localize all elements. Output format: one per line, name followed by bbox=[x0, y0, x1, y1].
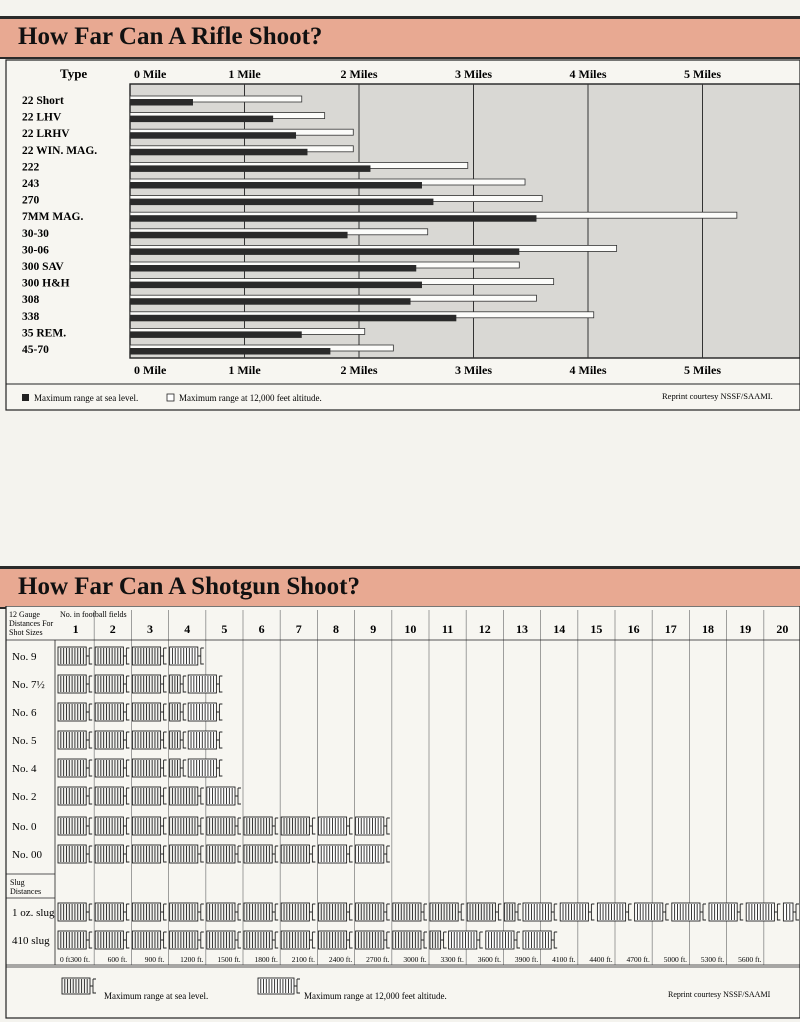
shotgun-feet-tick-label: 2400 ft. bbox=[328, 955, 353, 964]
shotgun-category-label: No. 4 bbox=[12, 763, 37, 775]
shotgun-field-tick-label: 5 bbox=[221, 622, 228, 636]
rifle-bar-sea-level bbox=[130, 298, 411, 305]
shotgun-feet-tick-label: 3900 ft. bbox=[514, 955, 539, 964]
rifle-category-label: 338 bbox=[22, 310, 40, 323]
shotgun-football-label: No. in football fields bbox=[60, 610, 127, 619]
rifle-bottom-tick-label: 3 Miles bbox=[455, 363, 492, 377]
shotgun-feet-tick-label: 5300 ft. bbox=[700, 955, 725, 964]
rifle-category-label: 308 bbox=[22, 294, 40, 307]
rifle-bottom-tick-label: 4 Miles bbox=[569, 363, 607, 377]
rifle-category-label: 30-06 bbox=[22, 244, 49, 257]
shotgun-bar-altitude-extension bbox=[523, 903, 799, 921]
rifle-bar-sea-level bbox=[130, 132, 296, 139]
shotgun-feet-tick-label: 600 ft. bbox=[107, 955, 128, 964]
rifle-type-header: Type bbox=[60, 66, 88, 81]
shotgun-feet-tick-label: 0 ft. bbox=[60, 955, 73, 964]
rifle-category-label: 22 LRHV bbox=[22, 128, 70, 141]
rifle-bar-sea-level bbox=[130, 232, 348, 239]
rifle-bar-sea-level bbox=[130, 199, 433, 206]
shotgun-category-label: 410 slug bbox=[12, 935, 50, 947]
shotgun-feet-tick-label: 5600 ft. bbox=[738, 955, 762, 964]
rifle-category-label: 30-30 bbox=[22, 227, 49, 240]
shotgun-field-tick-label: 20 bbox=[776, 622, 789, 636]
shotgun-category-label: No. 0 bbox=[12, 821, 37, 833]
shotgun-feet-tick-label: 2100 ft. bbox=[291, 955, 316, 964]
shotgun-field-tick-label: 18 bbox=[702, 622, 714, 636]
shotgun-field-tick-label: 19 bbox=[739, 622, 752, 636]
rifle-category-label: 22 WIN. MAG. bbox=[22, 144, 98, 157]
rifle-bar-sea-level bbox=[130, 315, 456, 322]
shotgun-bar-altitude-extension bbox=[449, 931, 558, 949]
rifle-bar-sea-level bbox=[130, 348, 330, 355]
rifle-bar-sea-level bbox=[130, 265, 416, 272]
rifle-bottom-tick-label: 1 Mile bbox=[228, 363, 261, 377]
shotgun-field-tick-label: 6 bbox=[258, 622, 265, 636]
shotgun-chart bbox=[0, 606, 800, 1022]
rifle-legend-sea: Maximum range at sea level. bbox=[34, 393, 139, 403]
shotgun-col-header-2: Distances For bbox=[9, 619, 54, 628]
shotgun-field-tick-label: 3 bbox=[147, 622, 153, 636]
shotgun-field-tick-label: 4 bbox=[184, 622, 191, 636]
shotgun-feet-tick-label: 4400 ft. bbox=[589, 955, 613, 964]
rifle-top-tick-label: 2 Miles bbox=[340, 67, 378, 81]
shotgun-category-label: No. 2 bbox=[12, 791, 37, 803]
rifle-legend-alt: Maximum range at 12,000 feet altitude. bbox=[179, 393, 322, 403]
rifle-bottom-tick-label: 5 Miles bbox=[684, 363, 721, 377]
shotgun-legend-sea: Maximum range at sea level. bbox=[104, 991, 209, 1001]
shotgun-feet-tick-label: 4100 ft. bbox=[552, 955, 576, 964]
shotgun-category-label: No. 9 bbox=[12, 651, 37, 663]
shotgun-feet-tick-label: 900 ft. bbox=[144, 955, 165, 964]
rifle-chart bbox=[0, 56, 800, 412]
shotgun-category-label: 1 oz. slug bbox=[12, 907, 55, 919]
legend-alt-swatch bbox=[167, 394, 174, 401]
rifle-top-tick-label: 0 Mile bbox=[134, 67, 167, 81]
shotgun-feet-tick-label: 2700 ft. bbox=[366, 955, 390, 964]
shotgun-field-tick-label: 15 bbox=[590, 622, 603, 636]
rifle-top-tick-label: 5 Miles bbox=[684, 67, 721, 81]
rifle-credit: Reprint courtesy NSSF/SAAMI. bbox=[662, 391, 773, 401]
rifle-category-label: 300 H&H bbox=[22, 277, 70, 290]
rifle-top-tick-label: 3 Miles bbox=[455, 67, 492, 81]
rifle-category-label: 22 Short bbox=[22, 95, 64, 107]
shotgun-title-band bbox=[0, 566, 800, 609]
shotgun-credit: Reprint courtesy NSSF/SAAMI bbox=[668, 990, 771, 999]
rifle-category-label: 35 REM. bbox=[22, 327, 67, 340]
shotgun-col-header-1: 12 Gauge bbox=[9, 610, 40, 619]
shotgun-category-label: No. 5 bbox=[12, 735, 37, 747]
rifle-bar-sea-level bbox=[130, 116, 273, 123]
shotgun-bar-altitude-segment bbox=[258, 978, 300, 994]
shotgun-field-tick-label: 2 bbox=[109, 622, 116, 636]
shotgun-category-label: No. 6 bbox=[12, 707, 37, 719]
shotgun-feet-tick-label: 1200 ft. bbox=[180, 955, 204, 964]
rifle-category-label: 300 SAV bbox=[22, 261, 64, 273]
shotgun-field-tick-label: 14 bbox=[553, 622, 566, 636]
shotgun-field-tick-label: 16 bbox=[627, 622, 640, 636]
rifle-bar-sea-level bbox=[130, 282, 422, 289]
shotgun-field-tick-label: 1 bbox=[72, 622, 79, 636]
rifle-category-label: 270 bbox=[22, 194, 40, 207]
rifle-bar-sea-level bbox=[130, 331, 302, 338]
shotgun-slug-label-2: Distances bbox=[10, 887, 42, 896]
shotgun-field-tick-label: 11 bbox=[441, 622, 454, 636]
shotgun-feet-tick-label: 4700 ft. bbox=[626, 955, 650, 964]
shotgun-feet-tick-label: 3000 ft. bbox=[403, 955, 427, 964]
legend-sea-swatch bbox=[22, 394, 29, 401]
rifle-bottom-tick-label: 2 Miles bbox=[340, 363, 378, 377]
shotgun-feet-tick-label: 3300 ft. bbox=[440, 955, 464, 964]
shotgun-field-tick-label: 10 bbox=[404, 622, 417, 636]
shotgun-field-tick-label: 12 bbox=[478, 622, 491, 636]
shotgun-feet-tick-label: 1800 ft. bbox=[254, 955, 278, 964]
rifle-bar-sea-level bbox=[130, 165, 370, 172]
rifle-category-label: 45-70 bbox=[22, 344, 49, 356]
rifle-category-label: 222 bbox=[22, 161, 40, 174]
rifle-top-tick-label: 4 Miles bbox=[569, 67, 607, 81]
rifle-category-label: 7MM MAG. bbox=[22, 211, 84, 224]
rifle-category-label: 22 LHV bbox=[22, 111, 62, 124]
shotgun-field-tick-label: 8 bbox=[333, 622, 339, 636]
shotgun-field-tick-label: 7 bbox=[295, 622, 302, 636]
rifle-category-label: 243 bbox=[22, 178, 40, 190]
shotgun-title: How Far Can A Shotgun Shoot? bbox=[18, 573, 360, 600]
rifle-title-band bbox=[0, 16, 800, 59]
rifle-bar-sea-level bbox=[130, 215, 536, 222]
shotgun-field-tick-label: 13 bbox=[516, 622, 528, 636]
rifle-bar-sea-level bbox=[130, 99, 193, 106]
shotgun-legend-alt: Maximum range at 12,000 feet altitude. bbox=[304, 991, 447, 1001]
rifle-bar-sea-level bbox=[130, 149, 307, 156]
shotgun-slug-label-1: Slug bbox=[10, 878, 25, 887]
rifle-top-tick-label: 1 Mile bbox=[228, 67, 261, 81]
shotgun-field-tick-label: 9 bbox=[370, 622, 377, 636]
rifle-bar-sea-level bbox=[130, 182, 422, 189]
shotgun-category-label: No. 7½ bbox=[12, 679, 45, 691]
rifle-title: How Far Can A Rifle Shoot? bbox=[18, 23, 323, 50]
shotgun-feet-tick-label: 1500 ft. bbox=[217, 955, 241, 964]
rifle-bar-sea-level bbox=[130, 248, 519, 255]
rifle-bottom-tick-label: 0 Mile bbox=[134, 363, 167, 377]
shotgun-feet-tick-label: 300 ft. bbox=[70, 955, 90, 964]
shotgun-col-header-3: Shot Sizes bbox=[9, 628, 43, 637]
shotgun-bar bbox=[58, 647, 167, 665]
shotgun-feet-tick-label: 3600 ft. bbox=[477, 955, 502, 964]
shotgun-feet-tick-label: 5000 ft. bbox=[663, 955, 688, 964]
shotgun-field-tick-label: 17 bbox=[664, 622, 677, 636]
shotgun-category-label: No. 00 bbox=[12, 849, 42, 861]
